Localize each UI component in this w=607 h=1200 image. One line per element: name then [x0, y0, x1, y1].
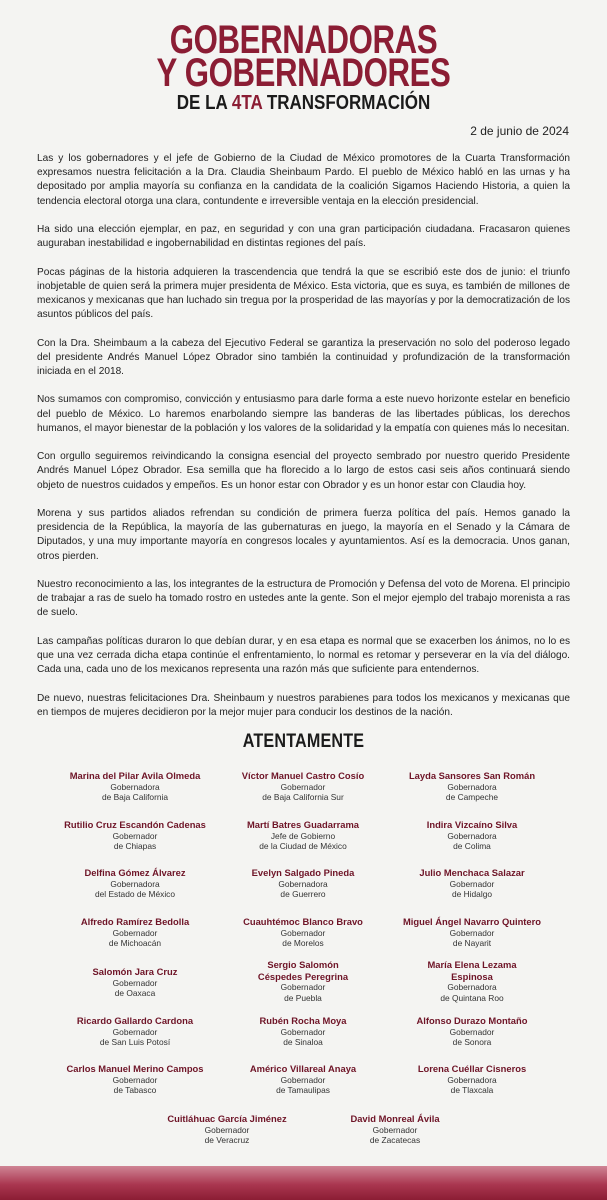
signatory-name: Miguel Ángel Navarro Quintero: [402, 916, 542, 927]
signatory-name: Víctor Manuel Castro Cosío: [241, 770, 365, 781]
signatory: [40, 819, 230, 852]
paragraph: Con la Dra. Sheimbaum a la cabeza del Ejecutivo Federal se garantiza la preservación no solo del poderoso legado del presidente Andrés Manuel López Obrador sino también la continuidad y profundización de la transformación iniciada en el 2018.: [37, 337, 570, 377]
signatory: [377, 770, 567, 803]
title-line-3-prefix: DE LA: [176, 92, 232, 114]
signatory-title: Gobernador: [449, 927, 495, 938]
signatory-entity: de Baja California: [101, 792, 169, 803]
signatory-name: Américo Villareal Anaya: [249, 1063, 357, 1074]
signatory: [377, 867, 567, 900]
signatory-entity: de Sinaloa: [283, 1037, 323, 1048]
signatory: [208, 916, 398, 949]
title-line-2: Y GOBERNADORES: [156, 51, 451, 95]
signatory-title: Gobernador: [280, 1074, 326, 1085]
paragraph: Nuestro reconocimiento a las, los integrantes de la estructura de Promoción y Defensa del voto de Morena. El principio de trabajar a ras de suelo ha tomado rostro en ustedes ante la gente. Son el mejor ejemplo del trabajo morenista a ras de suelo.: [37, 578, 570, 619]
signatory-entity: de Guerrero: [280, 889, 326, 900]
signatory-title: Jefe de Gobierno: [270, 830, 336, 841]
paragraph: De nuevo, nuestras felicitaciones Dra. Sheinbaum y nuestros parabienes para todos los mexicanos y mexicanas que en tiempos de mujeres decidieron por la mejor mujer para conducir los destinos de la nación.: [37, 692, 570, 718]
signatory-entity: de Nayarit: [452, 938, 492, 949]
signatory-entity: de Zacatecas: [369, 1135, 421, 1146]
signatory-entity: de Tamaulipas: [276, 1085, 330, 1096]
signatory-entity: de Michoacán: [108, 938, 162, 949]
signatory-name: Alfonso Durazo Montaño: [416, 1015, 528, 1026]
signatory-name: Cuitláhuac García Jiménez: [167, 1113, 287, 1124]
signatory-entity: de Tlaxcala: [450, 1085, 494, 1096]
signatory-name: Sergio Salomón Céspedes Peregrina: [257, 959, 349, 982]
signatory-entity: de Sonora: [452, 1037, 492, 1048]
signatory: [40, 770, 230, 803]
signatory-title: Gobernador: [112, 927, 158, 938]
signatory-name: Ricardo Gallardo Cardona: [76, 1015, 194, 1026]
signatory-title: Gobernadora: [447, 982, 497, 992]
signatory-title: Gobernadora: [110, 878, 160, 889]
signatory-title: Gobernador: [449, 878, 495, 889]
signatory: [377, 1063, 567, 1096]
signatory-name: Martí Batres Guadarrama: [246, 819, 360, 830]
signatory-entity: de Oaxaca: [114, 988, 156, 999]
signatory-name: Alfredo Ramírez Bedolla: [80, 916, 190, 927]
signatory: [377, 1015, 567, 1048]
signatory-name: Salomón Jara Cruz: [92, 966, 178, 977]
signatory: [40, 1063, 230, 1096]
signatory-entity: de Chiapas: [113, 841, 157, 852]
signatory-entity: del Estado de México: [94, 889, 176, 900]
signatory-title: Gobernadora: [447, 830, 497, 841]
signatory-entity: de San Luis Potosí: [99, 1037, 171, 1048]
signatory: [132, 1113, 322, 1146]
signatory-title: Gobernadora: [447, 1074, 497, 1085]
signatory-name: Delfina Gómez Álvarez: [84, 867, 186, 878]
document-date: 2 de junio de 2024: [470, 124, 569, 138]
signatory-title: Gobernador: [280, 1026, 326, 1037]
title-line-3: [46, 93, 562, 113]
signatory: [40, 916, 230, 949]
signatory: [208, 770, 398, 803]
signatory-title: Gobernador: [204, 1124, 250, 1135]
signatory: [208, 1063, 398, 1096]
signatory-name: Lorena Cuéllar Cisneros: [417, 1063, 527, 1074]
signatory: [208, 1015, 398, 1048]
signatory-entity: de Baja California Sur: [262, 792, 344, 803]
signatory-title: Gobernador: [449, 1026, 495, 1037]
title-line-1: GOBERNADORAS: [169, 18, 438, 62]
signatory-name: Rubén Rocha Moya: [259, 1015, 347, 1026]
signatory: [300, 1113, 490, 1146]
signatory-name: Indira Vizcaíno Silva: [426, 819, 518, 830]
signatory: [208, 867, 398, 900]
signatory-name: Carlos Manuel Merino Campos: [66, 1063, 204, 1074]
signatory-title: Gobernador: [112, 977, 158, 988]
footer-gradient-bar: [0, 1166, 607, 1200]
paragraph: Con orgullo seguiremos reivindicando la consigna esencial del proyecto sembrado por nuestro querido Presidente Andrés Manuel López Obrador. Esa semilla que ha florecido a lo largo de estos casi seis años continuará siendo objeto de nuestros cuidados y empeños. Es un honor estar con Obrador y es un honor estar con Claudia hoy.: [37, 451, 570, 491]
signatory-title: Gobernador: [112, 1026, 158, 1037]
signatory-title: Gobernadora: [278, 878, 328, 889]
signatory-entity: de la Ciudad de México: [259, 841, 347, 852]
signatory-name: Rutilio Cruz Escandón Cadenas: [64, 819, 206, 830]
signatory-name: Cuauhtémoc Blanco Bravo: [243, 916, 363, 927]
signatory-name: David Monreal Ávila: [350, 1113, 440, 1124]
paragraph: Las y los gobernadores y el jefe de Gobierno de la Ciudad de México promotores de la Cuarta Transformación expresamos nuestra felicitación a la Dra. Claudia Sheinbaum Pardo. El pueblo de México habló en las urnas y ha depositado por amplia mayoría su confianza en la candidata de la coalición Sigamos Haciendo Historia, a quien la tendencia electoral otorga una clara, contundente e irreversible ventaja en la elección presidencial.: [37, 153, 570, 207]
signatory-title: Gobernador: [280, 927, 326, 938]
signatory-name: Layda Sansores San Román: [408, 770, 536, 781]
signatory-title: Gobernador: [112, 1074, 158, 1085]
signatory-entity: de Campeche: [445, 792, 499, 803]
signatory-title: Gobernadora: [110, 781, 160, 792]
closing-heading: ATENTAMENTE: [242, 731, 365, 752]
signatory-title: Gobernador: [280, 982, 326, 992]
signatory: [40, 1015, 230, 1048]
signatory: [377, 819, 567, 852]
paragraph: Las campañas políticas duraron lo que debían durar, y en esa etapa es normal que se exacerben los ánimos, no lo es que una vez cerrada dicha etapa continúe el enfrentamiento, lo normal es retomar y perseverar en la vía del diálogo. Cada una, cada uno de los mexicanos representa una razón más que suficiente para entendernos.: [37, 635, 570, 676]
signatory-entity: de Veracruz: [204, 1135, 250, 1146]
signatory-title: Gobernadora: [447, 781, 497, 792]
signatory-name: Marina del Pilar Avila Olmeda: [69, 770, 201, 781]
signatory-entity: de Morelos: [282, 938, 324, 949]
signatory-entity: de Hidalgo: [451, 889, 493, 900]
signatory-title: Gobernador: [280, 781, 326, 792]
signatory: [377, 916, 567, 949]
signatory-title: Gobernador: [112, 830, 158, 841]
signatory: [208, 959, 398, 1004]
signatory-entity: de Colima: [453, 841, 491, 852]
signatory: [377, 959, 567, 1004]
paragraph: Pocas páginas de la historia adquieren la trascendencia que tendrá la que se escribió este dos de junio: el triunfo inobjetable de quien será la primera mujer presidenta de México. Esta victoria, que es suya, es también de millones de mexicanos y mexicanas que han luchado sin tregua por la prosperidad de las mayorías y por la democratización de los asuntos públicos del país.: [37, 266, 570, 321]
signatory-entity: de Puebla: [284, 992, 322, 1003]
title-line-3-suffix: TRANSFORMACIÓN: [262, 92, 431, 114]
letterhead: [0, 18, 607, 114]
signatory-entity: de Quintana Roo: [440, 992, 504, 1003]
signatory-entity: de Tabasco: [113, 1085, 157, 1096]
paragraph: Ha sido una elección ejemplar, en paz, en seguridad y con una gran participación ciudadana. Fracasaron quienes auguraban inestabilidad e ingobernabilidad en distintas regiones del país.: [37, 224, 570, 250]
paragraph: Nos sumamos con compromiso, convicción y entusiasmo para darle forma a este nuevo horizonte estelar en beneficio del pueblo de México. Lo haremos enarbolando siempre las banderas de las libertades públicas, los derechos humanos, el mayor bienestar de la población y los valores de la solidaridad y la empatía con quienes más lo necesitan.: [37, 394, 570, 434]
signatory: [40, 867, 230, 900]
signatory-name: Julio Menchaca Salazar: [419, 867, 525, 878]
signatory-title: Gobernador: [372, 1124, 418, 1135]
signatory-name: María Elena Lezama Espinosa: [427, 959, 517, 982]
letter-body: [37, 152, 570, 734]
signatory-name: Evelyn Salgado Pineda: [251, 867, 355, 878]
signatory: [40, 966, 230, 999]
signatory: [208, 819, 398, 852]
paragraph: Morena y sus partidos aliados refrendan su condición de primera fuerza política del país. Hemos ganado la presidencia de la República, la mayoría de las gubernaturas en juego, la mayoría en el Senado y la Cámara de Diputados, y una muy importante mayoría en congresos locales y ayuntamientos. Así es la democracia. Unos ganan, otros pierden.: [37, 507, 570, 562]
title-line-3-accent: 4TA: [231, 92, 263, 114]
